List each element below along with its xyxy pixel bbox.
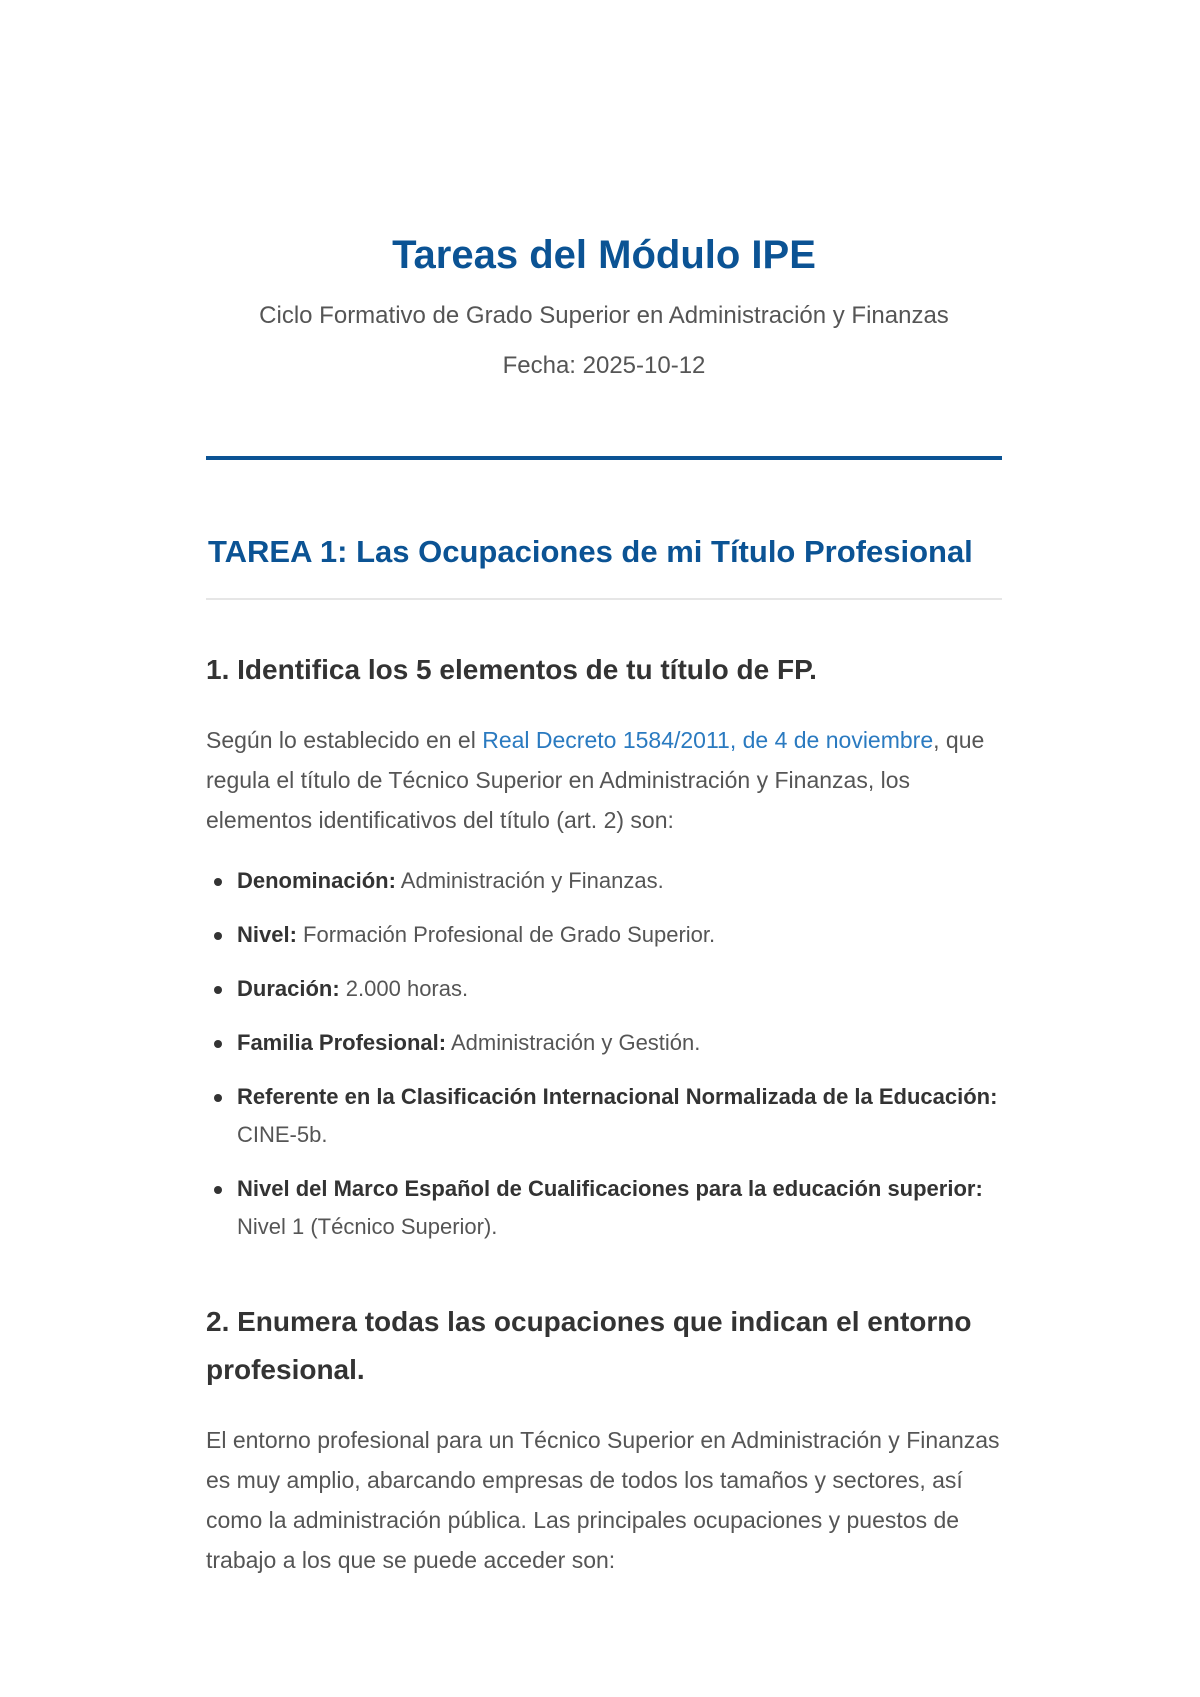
- title-elements-list: [206, 862, 1002, 1246]
- bullet-icon: [214, 986, 222, 994]
- section2-paragraph: El entorno profesional para un Técnico Superior en Administración y Finanzas es muy amplio, abarcando empresas de todos los tamaños y sectores, así como la administración pública. Las principales ocupaciones y puestos de trabajo a los que se puede acceder son:: [206, 1427, 1000, 1573]
- document-subtitle: Ciclo Formativo de Grado Superior en Administración y Finanzas: [259, 302, 949, 329]
- list-item-value: Formación Profesional de Grado Superior.: [296, 922, 716, 947]
- document-date: Fecha: 2025-10-12: [502, 352, 706, 379]
- bullet-icon: [214, 878, 222, 886]
- list-item: [206, 916, 1002, 954]
- task1-title: TAREA 1: Las Ocupaciones de mi Título Profesional: [208, 534, 973, 569]
- list-item-label: Familia Profesional:: [237, 1030, 447, 1055]
- document-content: [206, 0, 1002, 1580]
- list-item-value: Nivel 1 (Técnico Superior).: [237, 1214, 498, 1239]
- list-item: [206, 862, 1002, 900]
- list-item: [206, 1078, 1002, 1154]
- real-decreto-link[interactable]: Real Decreto 1584/2011, de 4 de noviembre: [482, 727, 934, 753]
- bullet-icon: [214, 932, 222, 940]
- list-item-label: Nivel:: [237, 922, 297, 947]
- section1-intro-before-link: Según lo establecido en el: [206, 727, 483, 753]
- list-item-label: Duración:: [237, 976, 340, 1001]
- list-item-value: 2.000 horas.: [339, 976, 469, 1001]
- bullet-icon: [214, 1094, 222, 1102]
- section2-heading: 2. Enumera todas las ocupaciones que indican el entorno profesional.: [206, 1306, 972, 1385]
- list-item-value: CINE-5b.: [237, 1122, 328, 1147]
- list-item: [206, 970, 1002, 1008]
- list-item-label: Referente en la Clasificación Internacional Normalizada de la Educación:: [237, 1084, 998, 1109]
- bullet-icon: [214, 1040, 222, 1048]
- section1-heading: 1. Identifica los 5 elementos de tu título de FP.: [206, 654, 817, 685]
- section1-intro-after-link: , que regula el título de Técnico Superior en Administración y Finanzas, los elementos identificativos del título (art. 2) son:: [206, 727, 985, 833]
- list-item-value: Administración y Finanzas.: [395, 868, 664, 893]
- bullet-icon: [214, 1186, 222, 1194]
- section1-intro: [206, 720, 1002, 840]
- list-item-label: Nivel del Marco Español de Cualificaciones para la educación superior:: [237, 1176, 983, 1201]
- task1-divider: [206, 598, 1002, 600]
- header-divider: [206, 456, 1002, 460]
- list-item: [206, 1170, 1002, 1246]
- document-header: [206, 0, 1002, 384]
- document-title: Tareas del Módulo IPE: [392, 233, 816, 277]
- list-item-value: Administración y Gestión.: [446, 1030, 701, 1055]
- list-item: [206, 1024, 1002, 1062]
- list-item-label: Denominación:: [237, 868, 396, 893]
